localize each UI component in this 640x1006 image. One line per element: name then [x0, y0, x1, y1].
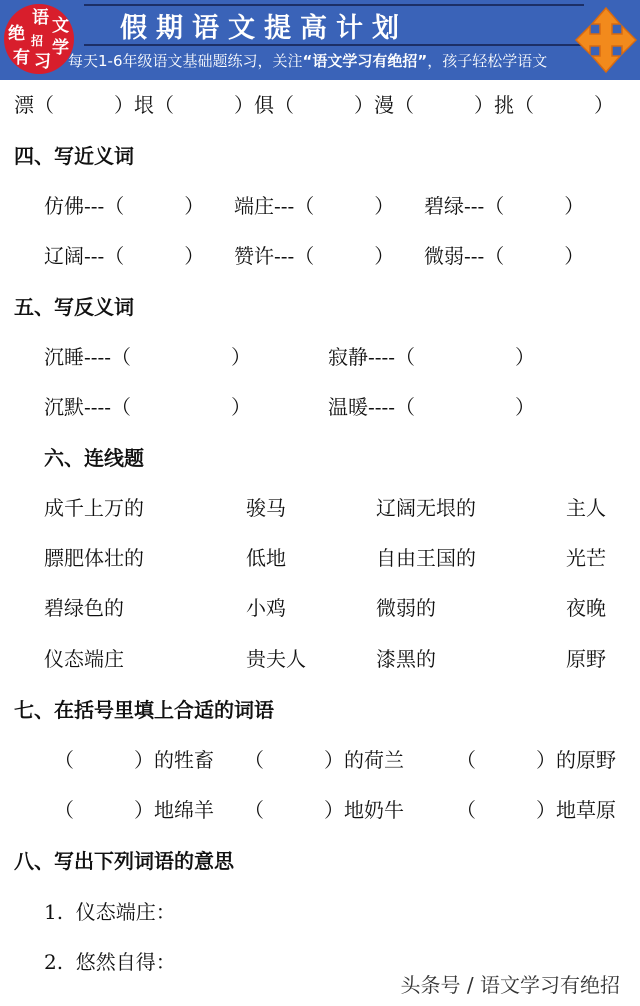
matching-item: 骏马: [246, 496, 286, 520]
antonym-item: 寂静----（ ）: [328, 345, 536, 369]
synonym-item: 端庄---（ ）: [234, 194, 395, 218]
synonym-item: 仿佛---（ ）: [44, 194, 205, 218]
header-banner: [0, 0, 640, 80]
matching-item: 碧绿色的: [44, 596, 124, 620]
matching-item: 微弱的: [376, 596, 436, 620]
section-heading-matching: 六、连线题: [44, 446, 144, 470]
logo-char: 语: [32, 8, 49, 28]
meaning-item: 2. 悠然自得：: [44, 950, 176, 974]
logo-char: 招: [31, 34, 44, 48]
meaning-item: 1. 仪态端庄：: [44, 900, 176, 924]
synonym-item: 微弱---（ ）: [424, 244, 585, 268]
matching-item: 原野: [566, 647, 606, 671]
synonym-item: 辽阔---（ ）: [44, 244, 205, 268]
fill-item: （ ）的荷兰: [244, 748, 404, 772]
matching-item: 膘肥体壮的: [44, 546, 144, 570]
watermark: 头条号 / 语文学习有绝招: [400, 973, 620, 997]
logo-char: 学: [52, 38, 69, 58]
antonym-item: 沉睡----（ ）: [44, 345, 252, 369]
fill-item: （ ）地草原: [456, 798, 616, 822]
matching-item: 仪态端庄: [44, 647, 124, 671]
section-heading-synonyms: 四、写近义词: [14, 144, 134, 168]
logo-char: 有: [13, 48, 30, 68]
fill-item: （ ）的原野: [456, 748, 616, 772]
matching-item: 主人: [566, 496, 606, 520]
matching-item: 小鸡: [246, 596, 286, 620]
page-title: 假期语文提高计划: [120, 13, 408, 44]
matching-item: 贵夫人: [246, 647, 306, 671]
matching-item: 漆黑的: [376, 647, 436, 671]
header-subtitle: [68, 50, 547, 71]
antonym-item: 沉默----（ ）: [44, 395, 252, 419]
fill-item: （ ）地奶牛: [244, 798, 404, 822]
fill-item: （ ）的牲畜: [54, 748, 214, 772]
bracket-row: 漂（ ）垠（ ）俱（ ）漫（ ）挑（ ）: [14, 93, 614, 117]
section-heading-fill-words: 七、在括号里填上合适的词语: [14, 698, 274, 722]
antonym-item: 温暖----（ ）: [328, 395, 536, 419]
matching-item: 低地: [246, 546, 286, 570]
synonym-item: 赞许---（ ）: [234, 244, 395, 268]
brand-logo: [4, 4, 74, 74]
logo-char: 文: [52, 16, 69, 36]
subtitle-pre: 每天1-6年级语文基础题练习，关注: [68, 52, 303, 70]
synonym-item: 碧绿---（ ）: [424, 194, 585, 218]
fill-item: （ ）地绵羊: [54, 798, 214, 822]
matching-item: 夜晚: [566, 596, 606, 620]
matching-item: 自由王国的: [376, 546, 476, 570]
four-way-arrow-icon: [574, 6, 638, 74]
logo-char: 绝: [8, 24, 25, 44]
section-heading-meanings: 八、写出下列词语的意思: [14, 849, 234, 873]
section-heading-antonyms: 五、写反义词: [14, 295, 134, 319]
logo-char: 习: [34, 52, 51, 72]
subtitle-post: ，孩子轻松学语文: [427, 52, 548, 70]
subtitle-quote: “语文学习有绝招”: [302, 52, 428, 70]
matching-item: 光芒: [566, 546, 606, 570]
matching-item: 成千上万的: [44, 496, 144, 520]
matching-item: 辽阔无垠的: [376, 496, 476, 520]
